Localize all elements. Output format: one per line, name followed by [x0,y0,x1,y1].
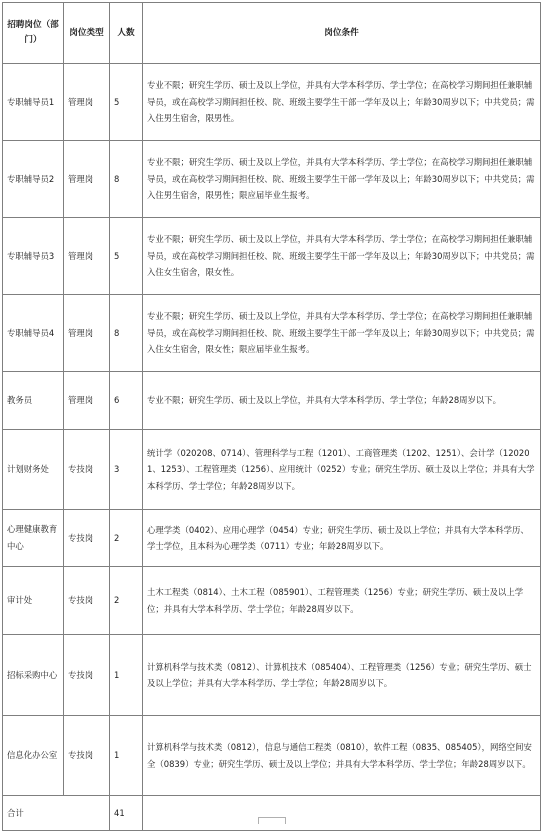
row-type: 专技岗 [64,635,110,716]
row-type: 管理岗 [64,141,110,218]
table-row [3,510,541,567]
row-position: 专职辅导员1 [3,64,64,141]
recruitment-table [2,2,541,831]
row-type: 管理岗 [64,64,110,141]
row-position: 信息化办公室 [3,716,64,796]
row-conditions: 计算机科学与技术类（0812），信息与通信工程类（0810），软件工程（0835、085405），网络空间安全（0839）专业；研究生学历、硕士及以上学位；并具有大学本科学历、学士学位；年龄28周岁以下。 [143,716,541,796]
header-row [3,3,541,64]
row-count: 1 [110,635,143,716]
row-conditions: 专业不限；研究生学历、硕士及以上学位，并具有大学本科学历、学士学位；在高校学习期间担任兼职辅导员，或在高校学习期间担任校、院、班级主要学生干部一学年及以上；年龄30周岁以下；中共党员；需入住女生宿舍，限女性；限应届毕业生报考。 [143,295,541,372]
row-conditions: 专业不限；研究生学历、硕士及以上学位，并具有大学本科学历、学士学位；在高校学习期间担任兼职辅导员，或在高校学习期间担任校、院、班级主要学生干部一学年及以上；年龄30周岁以下；中共党员；需入住男生宿舍，限男性；限应届毕业生报考。 [143,141,541,218]
total-empty-cell [143,796,541,831]
row-type: 管理岗 [64,295,110,372]
total-label: 合计 [3,796,110,831]
row-position: 招标采购中心 [3,635,64,716]
total-row [3,796,541,831]
table-row [3,372,541,430]
row-position: 专职辅导员3 [3,218,64,295]
row-conditions: 统计学（020208、0714）、管理科学与工程（1201）、工商管理类（1202、1251）、会计学（120201、1253）、工程管理类（1256）、应用统计（0252）专业；研究生学历、硕士及以上学位；并具有大学本科学历、学士学位；年龄28周岁以下。 [143,430,541,510]
row-conditions: 专业不限；研究生学历、硕士及以上学位，并具有大学本科学历、学士学位；在高校学习期间担任兼职辅导员，或在高校学习期间担任校、院、班级主要学生干部一学年及以上；年龄30周岁以下；中共党员；需入住女生宿舍，限女性。 [143,218,541,295]
row-count: 8 [110,141,143,218]
header-count: 人数 [110,3,143,64]
row-count: 5 [110,64,143,141]
row-conditions: 土木工程类（0814）、土木工程（085901）、工程管理类（1256）专业；研究生学历、硕士及以上学位；并具有大学本科学历、学士学位；年龄28周岁以下。 [143,567,541,635]
table-row [3,295,541,372]
row-type: 专技岗 [64,430,110,510]
row-position: 审计处 [3,567,64,635]
row-conditions: 专业不限；研究生学历、硕士及以上学位，并具有大学本科学历、学士学位；在高校学习期间担任兼职辅导员，或在高校学习期间担任校、院、班级主要学生干部一学年及以上；年龄30周岁以下；中共党员；需入住男生宿舍，限男性。 [143,64,541,141]
row-position: 教务员 [3,372,64,430]
header-type: 岗位类型 [64,3,110,64]
row-count: 1 [110,716,143,796]
row-conditions: 计算机科学与技术类（0812）、计算机技术（085404）、工程管理类（1256）专业；研究生学历、硕士及以上学位；并具有大学本科学历、学士学位；年龄28周岁以下。 [143,635,541,716]
row-count: 8 [110,295,143,372]
page-edge-marker [258,817,286,824]
row-position: 计划财务处 [3,430,64,510]
row-count: 3 [110,430,143,510]
table-row [3,218,541,295]
table-row [3,635,541,716]
row-position: 心理健康教育中心 [3,510,64,567]
table-row [3,716,541,796]
row-type: 专技岗 [64,510,110,567]
row-type: 专技岗 [64,567,110,635]
table-row [3,567,541,635]
table-row [3,141,541,218]
row-conditions: 专业不限；研究生学历、硕士及以上学位，并具有大学本科学历、学士学位；年龄28周岁以下。 [143,372,541,430]
total-count: 41 [110,796,143,831]
row-conditions: 心理学类（0402）、应用心理学（0454）专业；研究生学历、硕士及以上学位；并具有大学本科学历、学士学位，且本科为心理学类（0711）专业；年龄28周岁以下。 [143,510,541,567]
table-row [3,430,541,510]
row-count: 6 [110,372,143,430]
row-type: 专技岗 [64,716,110,796]
row-position: 专职辅导员2 [3,141,64,218]
header-position: 招聘岗位（部门） [3,3,64,64]
row-type: 管理岗 [64,218,110,295]
row-type: 管理岗 [64,372,110,430]
table-row [3,64,541,141]
row-position: 专职辅导员4 [3,295,64,372]
row-count: 5 [110,218,143,295]
row-count: 2 [110,510,143,567]
header-conditions: 岗位条件 [143,3,541,64]
row-count: 2 [110,567,143,635]
